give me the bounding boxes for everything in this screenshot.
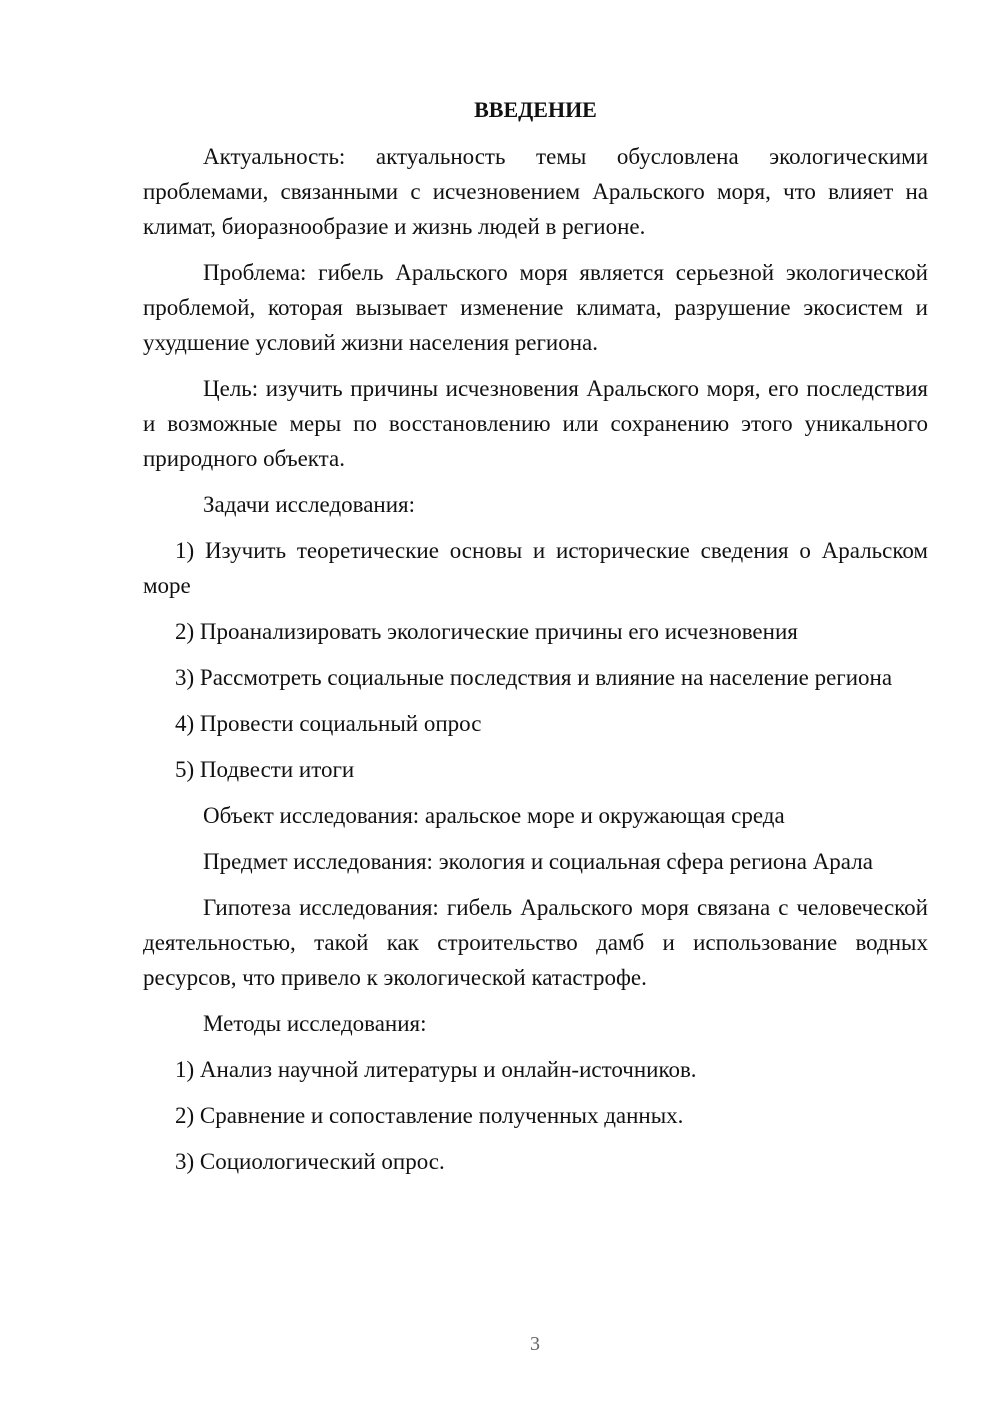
goal-paragraph: Цель: изучить причины исчезновения Аральского моря, его последствия и возможные меры по восстановлению или сохранению этого уникального природного объекта.: [143, 376, 928, 471]
page-number: 3: [530, 1333, 540, 1355]
task-item: 4) Провести социальный опрос: [175, 711, 482, 736]
method-item: 3) Социологический опрос.: [175, 1149, 445, 1174]
task-item: 3) Рассмотреть социальные последствия и влияние на население региона: [175, 665, 893, 690]
problem-paragraph: Проблема: гибель Аральского моря является серьезной экологической проблемой, которая вызывает изменение климата, разрушение экосистем и ухудшение условий жизни населения региона.: [143, 260, 928, 355]
tasks-heading: Задачи исследования:: [203, 492, 416, 517]
method-item: 2) Сравнение и сопоставление полученных данных.: [175, 1103, 684, 1128]
task-item: 2) Проанализировать экологические причины его исчезновения: [175, 619, 798, 644]
task-item: 5) Подвести итоги: [175, 757, 355, 782]
subject-paragraph: Предмет исследования: экология и социальная сфера региона Арала: [203, 849, 873, 874]
page-content: [143, 92, 928, 1190]
hypothesis-paragraph: Гипотеза исследования: гибель Аральского моря связана с человеческой деятельностью, такой как строительство дамб и использование водных ресурсов, что привело к экологической катастрофе.: [143, 895, 928, 990]
page-title: ВВЕДЕНИЕ: [474, 97, 597, 122]
relevance-paragraph: Актуальность: актуальность темы обусловлена экологическими проблемами, связанными с исчезновением Аральского моря, что влияет на климат, биоразнообразие и жизнь людей в регионе.: [143, 144, 928, 239]
methods-heading: Методы исследования:: [203, 1011, 427, 1036]
object-paragraph: Объект исследования: аральское море и окружающая среда: [203, 803, 785, 828]
method-item: 1) Анализ научной литературы и онлайн-источников.: [175, 1057, 697, 1082]
task-item: 1) Изучить теоретические основы и исторические сведения о Аральском море: [143, 538, 928, 598]
